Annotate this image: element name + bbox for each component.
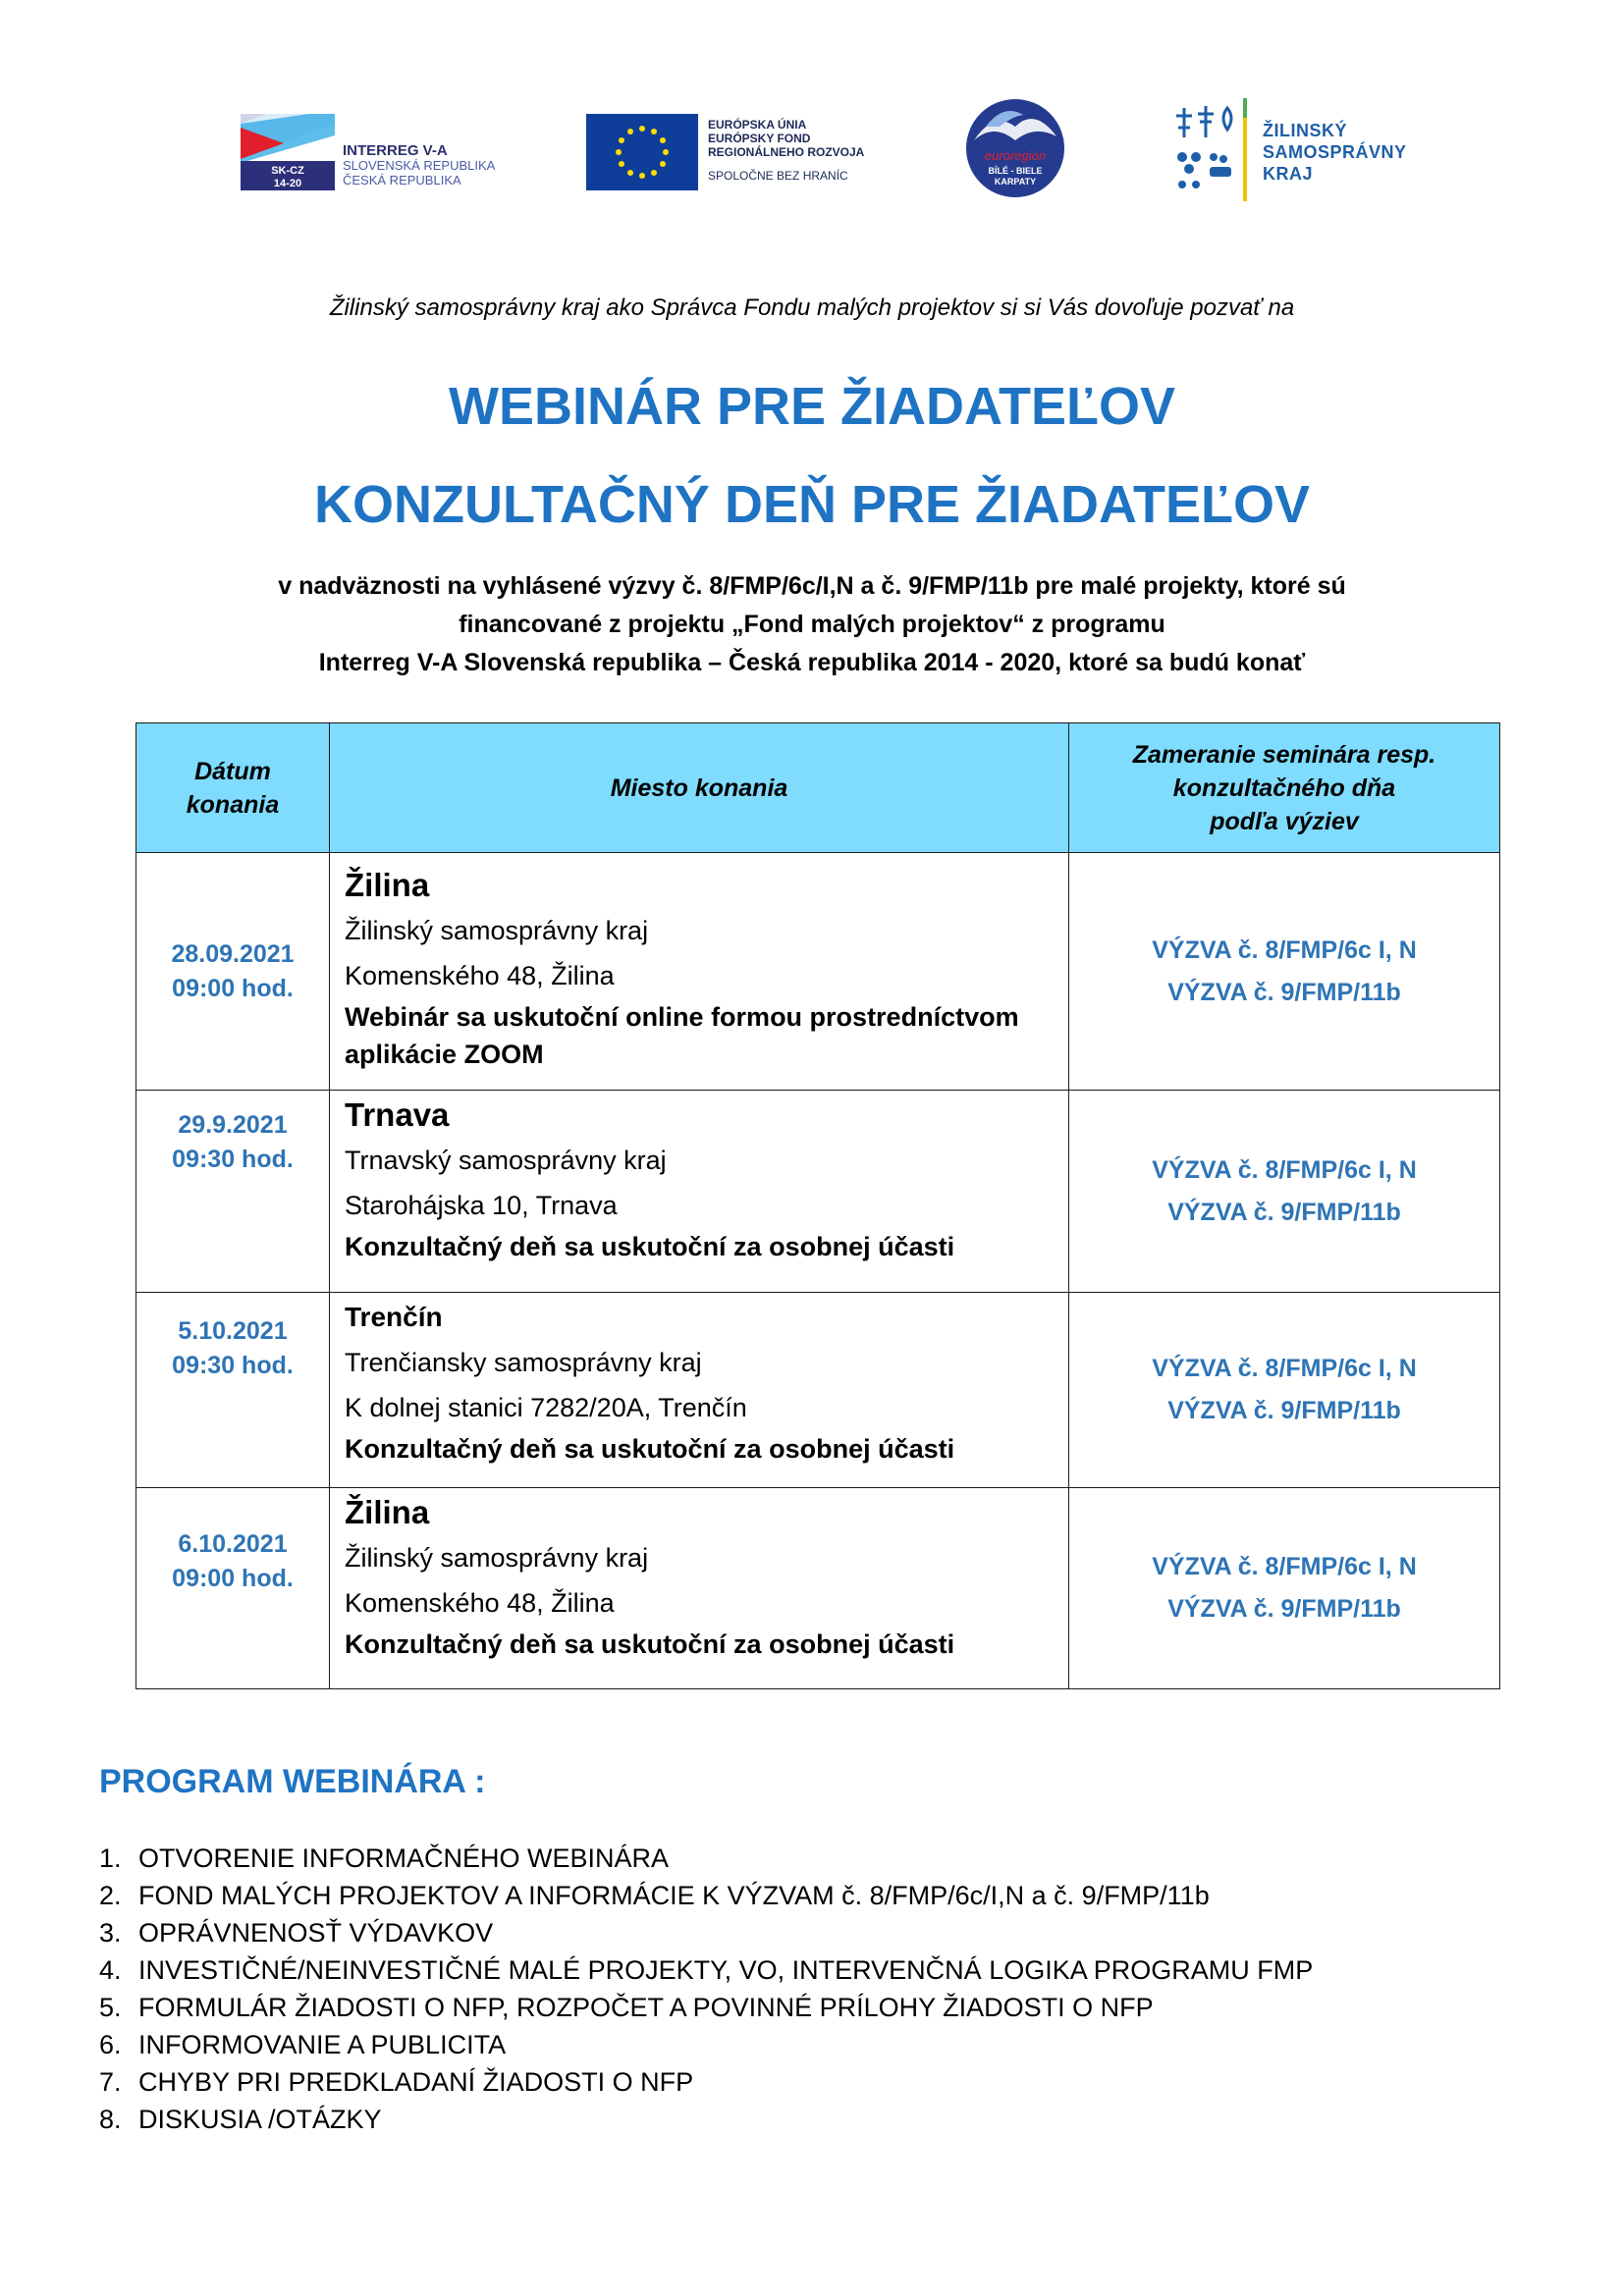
subtitle-line2: financované z projektu „Fond malých projektov“ z programu: [459, 611, 1165, 638]
subtitle: [0, 567, 1624, 682]
subtitle-line1: v nadväznosti na vyhlásené výzvy č. 8/FMP/6c/I,N a č. 9/FMP/11b pre malé projekty, ktoré sú: [278, 572, 1346, 600]
row-org: Trenčiansky samosprávny kraj: [345, 1348, 702, 1377]
eu-flag-icon: [586, 114, 698, 190]
table-header-row: [136, 723, 1500, 853]
euroregion-circle-icon: [960, 97, 1070, 199]
subtitle-line3: Interreg V-A Slovenská republika – Česká republika 2014 - 2020, ktoré sa budú konať: [318, 649, 1306, 676]
list-item: 1. OTVORENIE INFORMAČNÉHO WEBINÁRA: [99, 1843, 670, 1873]
interreg-line1: SLOVENSKÁ REPUBLIKA: [343, 158, 496, 173]
row-focus-cell: [1069, 1091, 1500, 1293]
row-call1: VÝZVA č. 8/FMP/6c I, N: [1152, 935, 1417, 964]
row-call1: VÝZVA č. 8/FMP/6c I, N: [1152, 1355, 1417, 1382]
row-org: Žilinský samosprávny kraj: [345, 916, 649, 945]
row-note: Konzultačný deň sa uskutoční za osobnej účasti: [345, 1629, 955, 1659]
title-consultation-day: KONZULTAČNÝ DEŇ PRE ŽIADATEĽOV: [314, 475, 1310, 534]
interreg-text: [343, 143, 495, 187]
row-time: 09:30 hod.: [172, 1146, 294, 1173]
interreg-logo: [241, 114, 535, 190]
eu-line1: EURÓPSKA ÚNIA: [708, 118, 807, 132]
row-date-cell: [136, 853, 330, 1091]
row-call1: VÝZVA č. 8/FMP/6c I, N: [1152, 1155, 1417, 1184]
list-item: 5. FORMULÁR ŽIADOSTI O NFP, ROZPOČET A POVINNÉ PRÍLOHY ŽIADOSTI O NFP: [99, 1993, 1154, 2022]
zsk-line3: KRAJ: [1263, 164, 1314, 184]
row-org: Žilinský samosprávny kraj: [345, 1543, 649, 1573]
row-address: Starohájska 10, Trnava: [345, 1191, 618, 1220]
interreg-mark-icon: [241, 114, 335, 190]
eu-line3: REGIONÁLNEHO ROZVOJA: [708, 145, 865, 159]
row-date-cell: [136, 1488, 330, 1689]
row-city: Žilina: [345, 867, 430, 903]
schedule-table: [135, 722, 1500, 1689]
row-call2: VÝZVA č. 9/FMP/11b: [1167, 978, 1401, 1006]
row-note: Webinár sa uskutoční online formou prostredníctvom aplikácie ZOOM: [345, 1002, 1019, 1069]
program-title: PROGRAM WEBINÁRA :: [99, 1763, 486, 1800]
svg-text:BÍLÉ - BIELE: BÍLÉ - BIELE: [988, 166, 1043, 176]
row-note: Konzultačný deň sa uskutoční za osobnej účasti: [345, 1232, 955, 1261]
row-focus-cell: [1069, 853, 1500, 1091]
list-item: 2. FOND MALÝCH PROJEKTOV A INFORMÁCIE K VÝZVAM č. 8/FMP/6c/I,N a č. 9/FMP/11b: [99, 1881, 1210, 1910]
row-address: Komenského 48, Žilina: [345, 1588, 615, 1618]
eu-text: [708, 118, 864, 183]
zsk-line1: ŽILINSKÝ: [1263, 121, 1348, 140]
zsk-coat-of-arms-icon: [1170, 98, 1253, 201]
row-call2: VÝZVA č. 9/FMP/11b: [1167, 1595, 1401, 1623]
table-row: [136, 853, 1500, 1091]
header-focus: Zameranie seminára resp. konzultačného dňa podľa výziev: [1069, 723, 1500, 853]
program-list: [99, 1840, 1313, 2138]
table-row: [136, 1091, 1500, 1293]
zsk-line2: SAMOSPRÁVNY: [1263, 142, 1407, 162]
list-item: 3. OPRÁVNENOSŤ VÝDAVKOV: [99, 1918, 494, 1948]
table-row: [136, 1293, 1500, 1488]
row-date-cell: [136, 1293, 330, 1488]
row-note: Konzultačný deň sa uskutoční za osobnej účasti: [345, 1434, 955, 1464]
title-webinar: WEBINÁR PRE ŽIADATEĽOV: [449, 377, 1175, 436]
row-time: 09:30 hod.: [172, 1352, 294, 1379]
table-row: [136, 1488, 1500, 1689]
svg-text:14-20: 14-20: [273, 178, 302, 189]
row-city: Žilina: [345, 1494, 430, 1530]
row-address: K dolnej stanici 7282/20A, Trenčín: [345, 1393, 747, 1422]
intro-text: Žilinský samosprávny kraj ako Správca Fondu malých projektov si si Vás dovoľuje pozvať na: [329, 294, 1295, 321]
header-place: Miesto konania: [330, 723, 1069, 853]
interreg-line2: ČESKÁ REPUBLIKA: [343, 173, 461, 187]
list-item: 7. CHYBY PRI PREDKLADANÍ ŽIADOSTI O NFP: [99, 2067, 694, 2097]
row-date-cell: [136, 1091, 330, 1293]
row-call1: VÝZVA č. 8/FMP/6c I, N: [1152, 1553, 1417, 1580]
row-date: 6.10.2021: [178, 1530, 288, 1558]
row-place-cell: [330, 1091, 1069, 1293]
eu-line2: EURÓPSKY FOND: [708, 132, 811, 145]
list-item: 6. INFORMOVANIE A PUBLICITA: [99, 2030, 507, 2059]
svg-text:KARPATY: KARPATY: [994, 177, 1037, 187]
row-place-cell: [330, 1293, 1069, 1488]
row-date: 29.9.2021: [178, 1111, 288, 1139]
zsk-text: [1263, 120, 1407, 185]
eu-logo: [586, 114, 900, 192]
row-date: 5.10.2021: [178, 1317, 288, 1345]
list-item: 8. DISKUSIA /OTÁZKY: [99, 2105, 382, 2134]
eu-motto: SPOLOČNE BEZ HRANÍC: [708, 169, 848, 183]
interreg-title: INTERREG V-A: [343, 142, 448, 159]
zsk-logo: [1170, 98, 1426, 201]
row-call2: VÝZVA č. 9/FMP/11b: [1167, 1198, 1401, 1226]
row-call2: VÝZVA č. 9/FMP/11b: [1167, 1397, 1401, 1424]
row-focus-cell: [1069, 1488, 1500, 1689]
svg-text:euroregion: euroregion: [984, 148, 1047, 163]
row-place-cell: [330, 1488, 1069, 1689]
row-city: Trnava: [345, 1096, 450, 1133]
row-org: Trnavský samosprávny kraj: [345, 1146, 667, 1175]
row-focus-cell: [1069, 1293, 1500, 1488]
row-date: 28.09.2021: [171, 939, 295, 968]
row-city: Trenčín: [345, 1302, 443, 1332]
row-time: 09:00 hod.: [172, 974, 294, 1002]
list-item: 4. INVESTIČNÉ/NEINVESTIČNÉ MALÉ PROJEKTY, VO, INTERVENČNÁ LOGIKA PROGRAMU FMP: [99, 1955, 1314, 1985]
row-address: Komenského 48, Žilina: [345, 961, 615, 990]
euroregion-logo: [960, 97, 1070, 199]
row-place-cell: [330, 853, 1069, 1091]
svg-text:SK-CZ: SK-CZ: [271, 165, 304, 177]
row-time: 09:00 hod.: [172, 1565, 294, 1592]
header-date: Dátum konania: [136, 723, 330, 853]
